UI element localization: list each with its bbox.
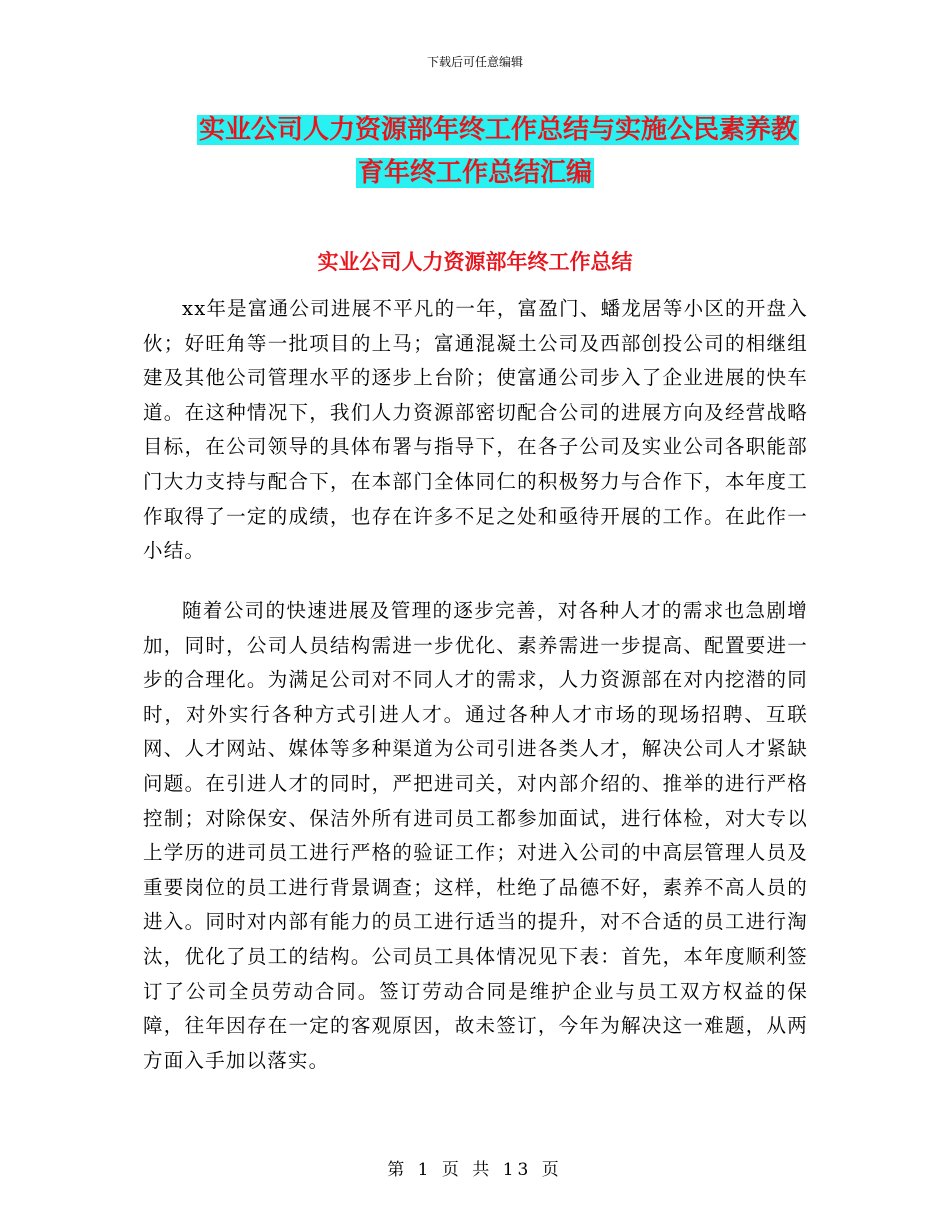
body-paragraph-1	[143, 292, 808, 569]
paragraph-text: xx年是富通公司进展不平凡的一年，富盈门、蟠龙居等小区的开盘入伙；好旺角等一批项目的上马；富通混凝土公司及西部创投公司的相继组建及其他公司管理水平的逐步上台阶；使富通公司步入了企业进展的快车道。在这种情况下，我们人力资源部密切配合公司的进展方向及经营战略目标，在公司领导的具体布署与指导下，在各子公司及实业公司各职能部门大力支持与配合下，在本部门全体同仁的积极努力与合作下，本年度工作取得了一定的成绩，也存在许多不足之处和亟待开展的工作。在此作一小结。	[143, 297, 808, 563]
document-title-continued	[0, 151, 950, 195]
page-number-footer: 第 1 页 共 13 页	[387, 1160, 563, 1180]
body-paragraph-2	[143, 594, 808, 1078]
document-title	[23, 108, 950, 152]
document-title-line-2: 育年终工作总结汇编	[357, 158, 592, 188]
paragraph-text: 随着公司的快速进展及管理的逐步完善，对各种人才的需求也急剧增加，同时，公司人员结构需进一步优化、素养需进一步提高、配置要进一步的合理化。为满足公司对不同人才的需求，人力资源部在对内挖潜的同时，对外实行各种方式引进人才。通过各种人才市场的现场招聘、互联网、人才网站、媒体等多种渠道为公司引进各类人才，解决公司人才紧缺问题。在引进人才的同时，严把进司关，对内部介绍的、推举的进行严格控制；对除保安、保洁外所有进司员工都参加面试，进行体检，对大专以上学历的进司员工进行严格的验证工作；对进入公司的中高层管理人员及重要岗位的员工进行背景调查；这样，杜绝了品德不好，素养不高人员的进入。同时对内部有能力的员工进行适当的提升，对不合适的员工进行淘汰，优化了员工的结构。公司员工具体情况见下表：首先，本年度顺利签订了公司全员劳动合同。签订劳动合同是维护企业与员工双方权益的保障，往年因存在一定的客观原因，故未签订，今年为解决这一难题，从两方面入手加以落实。	[143, 599, 808, 1072]
page-header-note: 下载后可任意编辑	[426, 55, 523, 69]
section-title: 实业公司人力资源部年终工作总结	[317, 250, 633, 274]
document-title-line-1: 实业公司人力资源部年终工作总结与实施公民素养教	[198, 115, 797, 145]
